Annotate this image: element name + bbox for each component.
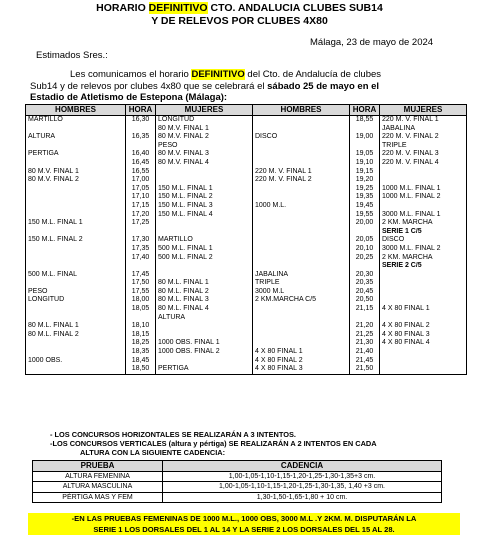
schedule-cell: 20,45 xyxy=(350,288,380,297)
schedule-cell: 17,55 xyxy=(126,288,156,297)
schedule-cell: 16,45 xyxy=(126,159,156,168)
schedule-cell xyxy=(156,228,253,237)
schedule-cell: 17,05 xyxy=(126,185,156,194)
schedule-cell: 150 M.L. FINAL 4 xyxy=(156,211,253,220)
schedule-cell xyxy=(380,296,467,305)
schedule-row xyxy=(26,176,467,185)
footer-note xyxy=(28,513,460,535)
schedule-row xyxy=(26,305,467,314)
schedule-cell xyxy=(26,365,126,374)
schedule-cell: 20,25 xyxy=(350,254,380,263)
schedule-row xyxy=(26,331,467,340)
schedule-cell: PESO xyxy=(26,288,126,297)
schedule-cell xyxy=(26,125,126,134)
schedule-cell: 150 M.L. FINAL 1 xyxy=(26,219,126,228)
schedule-cell xyxy=(350,314,380,323)
cadence-row xyxy=(33,492,442,503)
schedule-cell xyxy=(253,236,350,245)
schedule-row xyxy=(26,193,467,202)
schedule-cell xyxy=(380,271,467,280)
schedule-cell: ALTURA xyxy=(156,314,253,323)
document-subtitle: Y DE RELEVOS POR CLUBES 4X80 xyxy=(151,15,328,27)
schedule-cell: 17,50 xyxy=(126,279,156,288)
schedule-cell xyxy=(126,262,156,271)
schedule-cell: 21,15 xyxy=(350,305,380,314)
schedule-cell: MARTILLO xyxy=(26,116,126,125)
schedule-cell: 17,15 xyxy=(126,202,156,211)
schedule-cell: 80 M.L. FINAL 2 xyxy=(156,288,253,297)
schedule-cell: 80 M.V. FINAL 1 xyxy=(156,125,253,134)
schedule-cell: JABALINA xyxy=(380,125,467,134)
schedule-cell xyxy=(253,245,350,254)
intro-line-3: Estadio de Atletismo de Estepona (Málaga): xyxy=(30,92,228,103)
schedule-cell xyxy=(156,176,253,185)
intro-highlight: DEFINITIVO xyxy=(191,69,245,80)
schedule-row xyxy=(26,271,467,280)
schedule-cell: PESO xyxy=(156,142,253,151)
schedule-cell: 80 M.L. FINAL 1 xyxy=(26,322,126,331)
schedule-cell xyxy=(380,314,467,323)
schedule-cell xyxy=(126,142,156,151)
schedule-cell xyxy=(26,228,126,237)
schedule-row xyxy=(26,150,467,159)
cadence-header-row xyxy=(33,461,442,472)
schedule-cell: 1000 OBS. FINAL 2 xyxy=(156,348,253,357)
schedule-row xyxy=(26,245,467,254)
cadence-col-header: PRUEBA xyxy=(33,461,163,472)
schedule-cell xyxy=(253,125,350,134)
schedule-cell: 17,10 xyxy=(126,193,156,202)
schedule-cell: 80 M.V. FINAL 2 xyxy=(26,176,126,185)
schedule-cell: 4 X 80 FINAL 2 xyxy=(380,322,467,331)
schedule-cell xyxy=(26,279,126,288)
schedule-cell: 16,40 xyxy=(126,150,156,159)
cadence-heights: 1,00-1,05-1,10-1,15-1,20-1,25-1,30-1,35+3 cm. xyxy=(163,471,442,482)
schedule-cell: PÉRTIGA xyxy=(156,365,253,374)
cadence-heights: 1,00-1,05-1,10-1,15-1,20-1,25-1,30-1,35, 1,40 +3 cm. xyxy=(163,482,442,493)
schedule-row xyxy=(26,288,467,297)
schedule-cell xyxy=(26,262,126,271)
note-vertical: -LOS CONCURSOS VERTICALES (altura y pértiga) SE REALIZARÁN A 2 INTENTOS EN CADA xyxy=(50,439,377,448)
schedule-cell xyxy=(156,357,253,366)
schedule-cell: 18,05 xyxy=(126,305,156,314)
schedule-cell xyxy=(253,150,350,159)
schedule-cell: DISCO xyxy=(380,236,467,245)
intro-text-end: del Cto. de Andalucía de clubes xyxy=(244,69,382,80)
schedule-cell xyxy=(26,159,126,168)
schedule-cell xyxy=(253,193,350,202)
schedule-cell: 18,55 xyxy=(350,116,380,125)
schedule-row xyxy=(26,314,467,323)
schedule-cell: 17,30 xyxy=(126,236,156,245)
schedule-cell: 17,00 xyxy=(126,176,156,185)
schedule-cell xyxy=(350,228,380,237)
note-horizontal: - LOS CONCURSOS HORIZONTALES SE REALIZARÁN A 3 INTENTOS. xyxy=(50,430,296,439)
schedule-cell: SERIE 1 C/5 xyxy=(380,228,467,237)
schedule-cell: 220 M. V. FINAL 4 xyxy=(380,159,467,168)
schedule-cell xyxy=(253,305,350,314)
schedule-cell: 18,45 xyxy=(126,357,156,366)
schedule-cell xyxy=(156,219,253,228)
schedule-cell: 19,25 xyxy=(350,185,380,194)
schedule-cell: 80 M.V. FINAL 4 xyxy=(156,159,253,168)
schedule-cell: 18,35 xyxy=(126,348,156,357)
schedule-row xyxy=(26,228,467,237)
schedule-cell: 4 X 80 FINAL 2 xyxy=(253,357,350,366)
schedule-cell: 3000 M.L xyxy=(253,288,350,297)
schedule-cell xyxy=(126,314,156,323)
schedule-cell: 220 M. V. FINAL 2 xyxy=(253,176,350,185)
schedule-cell xyxy=(350,125,380,134)
schedule-cell: 1000 OBS. xyxy=(26,357,126,366)
schedule-row xyxy=(26,322,467,331)
schedule-cell: 150 M.L. FINAL 2 xyxy=(156,193,253,202)
schedule-cell: 500 M.L. FINAL xyxy=(26,271,126,280)
schedule-cell xyxy=(26,193,126,202)
schedule-cell: 220 M. V. FINAL 3 xyxy=(380,150,467,159)
schedule-cell: 4 X 80 FINAL 3 xyxy=(253,365,350,374)
cadence-table xyxy=(32,460,442,503)
schedule-cell: 1000 M.L. FINAL 1 xyxy=(380,185,467,194)
schedule-cell: 1000 M.L. FINAL 2 xyxy=(380,193,467,202)
schedule-row xyxy=(26,279,467,288)
schedule-cell xyxy=(253,339,350,348)
schedule-cell: JABALINA xyxy=(253,271,350,280)
intro-line-2 xyxy=(30,81,379,92)
schedule-cell xyxy=(350,262,380,271)
schedule-cell xyxy=(253,116,350,125)
schedule-row xyxy=(26,159,467,168)
schedule-cell: 19,05 xyxy=(350,150,380,159)
schedule-cell xyxy=(126,228,156,237)
schedule-cell: 1000 OBS. FINAL 1 xyxy=(156,339,253,348)
schedule-cell xyxy=(380,168,467,177)
schedule-cell: 18,25 xyxy=(126,339,156,348)
schedule-cell xyxy=(26,185,126,194)
cadence-event: ALTURA MASCULINA xyxy=(33,482,163,493)
schedule-cell: MARTILLO xyxy=(156,236,253,245)
document-title xyxy=(0,2,479,15)
cadence-row xyxy=(33,471,442,482)
schedule-cell: 17,20 xyxy=(126,211,156,220)
footer-line-2: SERIE 1 LOS DORSALES DEL 1 AL 14 Y LA SERIE 2 LOS DORSALES DEL 15 AL 28. xyxy=(93,525,395,534)
schedule-cell: TRIPLE xyxy=(253,279,350,288)
schedule-cell: 21,20 xyxy=(350,322,380,331)
cadence-event: ALTURA FEMENINA xyxy=(33,471,163,482)
schedule-cell xyxy=(26,348,126,357)
schedule-cell: 19,35 xyxy=(350,193,380,202)
schedule-cell: PÉRTIGA xyxy=(26,150,126,159)
cadence-event: PÉRTIGA MAS Y FEM xyxy=(33,492,163,503)
schedule-cell: 17,40 xyxy=(126,254,156,263)
schedule-row xyxy=(26,365,467,374)
schedule-cell xyxy=(126,125,156,134)
title-text: HORARIO xyxy=(96,2,149,14)
schedule-cell: 20,35 xyxy=(350,279,380,288)
schedule-row xyxy=(26,211,467,220)
cadence-heights: 1,30-1,50-1,65-1,80 + 10 cm. xyxy=(163,492,442,503)
schedule-row xyxy=(26,219,467,228)
schedule-cell xyxy=(380,365,467,374)
schedule-cell: 20,00 xyxy=(350,219,380,228)
schedule-cell: 80 M.L. FINAL 1 xyxy=(156,279,253,288)
schedule-cell xyxy=(253,159,350,168)
schedule-col-header: HORA xyxy=(126,105,156,116)
schedule-cell xyxy=(26,305,126,314)
schedule-cell: 2 KM. MARCHA xyxy=(380,254,467,263)
intro-line-1 xyxy=(70,69,381,80)
schedule-cell xyxy=(253,228,350,237)
schedule-cell xyxy=(26,254,126,263)
schedule-cell: 500 M.L. FINAL 1 xyxy=(156,245,253,254)
schedule-cell: 16,55 xyxy=(126,168,156,177)
schedule-cell xyxy=(156,168,253,177)
schedule-cell: 4 X 80 FINAL 4 xyxy=(380,339,467,348)
schedule-table xyxy=(25,104,467,375)
schedule-row xyxy=(26,262,467,271)
schedule-cell: 21,45 xyxy=(350,357,380,366)
schedule-cell: 4 X 80 FINAL 1 xyxy=(253,348,350,357)
schedule-cell: 220 M. V. FINAL 2 xyxy=(380,133,467,142)
schedule-cell: 19,55 xyxy=(350,211,380,220)
cadence-row xyxy=(33,482,442,493)
schedule-cell xyxy=(253,262,350,271)
schedule-cell: 21,30 xyxy=(350,339,380,348)
schedule-row xyxy=(26,185,467,194)
schedule-cell: LONGITUD xyxy=(156,116,253,125)
schedule-cell xyxy=(156,322,253,331)
schedule-row xyxy=(26,348,467,357)
schedule-cell xyxy=(380,348,467,357)
schedule-cell xyxy=(26,211,126,220)
schedule-cell: 3000 M.L. FINAL 2 xyxy=(380,245,467,254)
schedule-row xyxy=(26,236,467,245)
schedule-col-header: HOMBRES xyxy=(253,105,350,116)
schedule-cell: 19,10 xyxy=(350,159,380,168)
schedule-cell xyxy=(380,202,467,211)
schedule-cell: 80 M.V. FINAL 3 xyxy=(156,150,253,159)
schedule-cell: TRIPLE xyxy=(380,142,467,151)
schedule-cell xyxy=(350,142,380,151)
schedule-body xyxy=(26,116,467,375)
schedule-cell: ALTURA xyxy=(26,133,126,142)
schedule-cell: 21,25 xyxy=(350,331,380,340)
schedule-cell xyxy=(253,331,350,340)
schedule-cell: 20,30 xyxy=(350,271,380,280)
schedule-col-header: HORA xyxy=(350,105,380,116)
schedule-cell: 1000 M.L. xyxy=(253,202,350,211)
title-highlight: DEFINITIVO xyxy=(148,2,208,14)
schedule-cell: DISCO xyxy=(253,133,350,142)
letter-date: Málaga, 23 de mayo de 2024 xyxy=(310,37,434,48)
footer-line-1: -EN LAS PRUEBAS FEMENINAS DE 1000 M.L., 1000 OBS, 3000 M.L .Y 2KM. M. DISPUTARÁN LA xyxy=(71,514,417,523)
schedule-cell xyxy=(26,142,126,151)
schedule-cell: 20,50 xyxy=(350,296,380,305)
schedule-cell xyxy=(156,331,253,340)
schedule-cell: SERIE 2 C/5 xyxy=(380,262,467,271)
schedule-cell xyxy=(26,314,126,323)
cadence-body xyxy=(33,471,442,503)
schedule-cell xyxy=(26,202,126,211)
schedule-row xyxy=(26,142,467,151)
schedule-cell: 80 M.L. FINAL 4 xyxy=(156,305,253,314)
schedule-row xyxy=(26,125,467,134)
schedule-cell xyxy=(380,176,467,185)
schedule-cell xyxy=(380,279,467,288)
schedule-row xyxy=(26,116,467,125)
schedule-cell: 220 M. V. FINAL 1 xyxy=(380,116,467,125)
letter-greeting: Estimados Sres.: xyxy=(36,50,108,61)
schedule-col-header: MUJERES xyxy=(156,105,253,116)
schedule-row xyxy=(26,339,467,348)
schedule-cell xyxy=(156,271,253,280)
schedule-cell: 16,30 xyxy=(126,116,156,125)
schedule-col-header: MUJERES xyxy=(380,105,467,116)
schedule-cell: 2 KM.MARCHA C/5 xyxy=(253,296,350,305)
title-text-end: CTO. ANDALUCIA CLUBES SUB14 xyxy=(207,2,383,14)
schedule-header-row xyxy=(26,105,467,116)
note-cadence: ALTURA CON LA SIGUIENTE CADENCIA: xyxy=(80,448,226,457)
schedule-col-header: HOMBRES xyxy=(26,105,126,116)
schedule-cell: 80 M.V. FINAL 1 xyxy=(26,168,126,177)
schedule-cell: 18,50 xyxy=(126,365,156,374)
schedule-cell: 150 M.L. FINAL 3 xyxy=(156,202,253,211)
schedule-cell xyxy=(253,185,350,194)
schedule-cell: 150 M.L. FINAL 1 xyxy=(156,185,253,194)
schedule-cell xyxy=(253,211,350,220)
schedule-cell xyxy=(253,314,350,323)
schedule-row xyxy=(26,168,467,177)
schedule-cell: 19,15 xyxy=(350,168,380,177)
intro-bold-date: sábado 25 de mayo en el xyxy=(267,81,380,92)
schedule-cell: LONGITUD xyxy=(26,296,126,305)
schedule-cell xyxy=(253,322,350,331)
schedule-cell xyxy=(380,357,467,366)
schedule-cell: 21,40 xyxy=(350,348,380,357)
intro-text: Les comunicamos el horario xyxy=(70,69,192,80)
schedule-cell: 21,50 xyxy=(350,365,380,374)
schedule-row xyxy=(26,202,467,211)
schedule-row xyxy=(26,296,467,305)
schedule-row xyxy=(26,254,467,263)
schedule-cell: 17,35 xyxy=(126,245,156,254)
schedule-cell: 18,15 xyxy=(126,331,156,340)
schedule-cell xyxy=(26,245,126,254)
schedule-cell: 17,45 xyxy=(126,271,156,280)
schedule-cell xyxy=(253,142,350,151)
schedule-cell xyxy=(156,262,253,271)
schedule-cell: 80 M.L. FINAL 2 xyxy=(26,331,126,340)
schedule-cell: 80 M.V. FINAL 2 xyxy=(156,133,253,142)
schedule-cell: 4 X 80 FINAL 1 xyxy=(380,305,467,314)
schedule-cell: 20,05 xyxy=(350,236,380,245)
schedule-cell xyxy=(26,339,126,348)
schedule-row xyxy=(26,133,467,142)
schedule-cell: 3000 M.L. FINAL 1 xyxy=(380,211,467,220)
schedule-cell xyxy=(253,219,350,228)
schedule-cell xyxy=(253,254,350,263)
schedule-cell: 18,10 xyxy=(126,322,156,331)
schedule-cell: 80 M.L. FINAL 3 xyxy=(156,296,253,305)
schedule-cell: 4 X 80 FINAL 3 xyxy=(380,331,467,340)
schedule-row xyxy=(26,357,467,366)
schedule-cell: 19,00 xyxy=(350,133,380,142)
cadence-col-header: CADENCIA xyxy=(163,461,442,472)
schedule-cell xyxy=(380,288,467,297)
schedule-cell: 150 M.L. FINAL 2 xyxy=(26,236,126,245)
schedule-cell: 17,25 xyxy=(126,219,156,228)
schedule-cell: 20,10 xyxy=(350,245,380,254)
schedule-cell: 19,20 xyxy=(350,176,380,185)
schedule-cell: 220 M. V. FINAL 1 xyxy=(253,168,350,177)
intro-text-2: Sub14 y de relevos por clubes 4x80 que se celebrará el xyxy=(30,81,268,92)
schedule-cell: 2 KM. MARCHA xyxy=(380,219,467,228)
schedule-cell: 19,45 xyxy=(350,202,380,211)
schedule-cell: 16,35 xyxy=(126,133,156,142)
schedule-cell: 18,00 xyxy=(126,296,156,305)
schedule-cell: 500 M.L. FINAL 2 xyxy=(156,254,253,263)
